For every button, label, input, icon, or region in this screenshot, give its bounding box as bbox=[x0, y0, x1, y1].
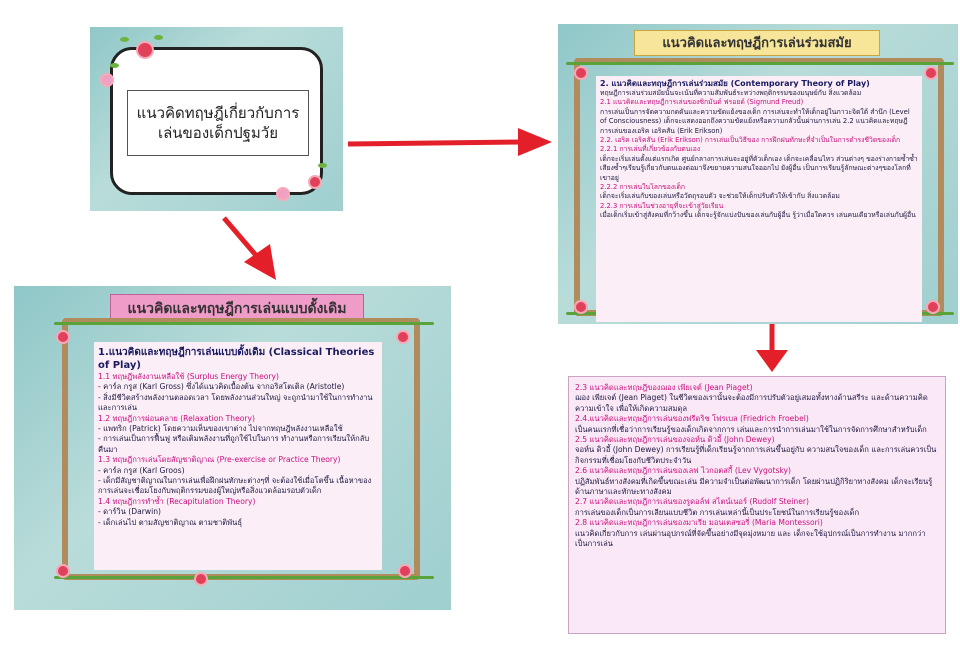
flower-icon bbox=[926, 68, 936, 78]
title-text: แนวคิดทฤษฎีเกี่ยวกับการเล่นของเด็กปฐมวัย bbox=[136, 104, 300, 142]
content-line: การเล่นเป็นการจัดความกดดันและความขัดแย้งของเด็ก การเล่นจะทำให้เด็กอยู่ในภาวะจิตใต้ สำนึก (Level of Consciousness) เด็กจะแสดงออกถึงความขัดแย้งหรือความกลัวนั้นผ่านการเล่น 2.2 แนวคิดและทฤษฎีการเล่นของเอริค เอริคสัน (Erik Erikson) bbox=[600, 107, 910, 135]
content-line: ทฤษฎีการเล่นร่วมสมัยนั้นจะเน้นที่ความสัมพันธ์ระหว่างพฤติกรรมของมนุษย์กับ สิ่งแวดล้อม bbox=[600, 89, 862, 97]
contemporary-content bbox=[596, 76, 922, 322]
content-line: - สิ่งมีชีวิตสร้างพลังงานตลอดเวลา โดยพลังงานส่วนใหญ่ จะถูกนำมาใช้ในการทำงานและการเล่น bbox=[98, 392, 373, 413]
title-card bbox=[90, 27, 343, 211]
flower-icon bbox=[310, 177, 320, 187]
contemporary-theory-card bbox=[558, 24, 958, 324]
leaf-icon bbox=[120, 37, 129, 42]
content-heading: 2.2. เอริค เอริคสัน (Erik Erikson) การเล่นเป็นวิธีของ การฝึกฝนทักษะที่จำเป็นในการดำรงชีวิตของเด็ก bbox=[600, 136, 901, 145]
leaf-icon bbox=[110, 63, 119, 68]
content-heading: 1.4 ทฤษฎีการทำซ้ำ (Recapitulation Theory) bbox=[98, 496, 256, 506]
contemporary-header-text: แนวคิดและทฤษฎีการเล่นร่วมสมัย bbox=[662, 36, 852, 51]
flower-icon bbox=[400, 566, 410, 576]
content-line: จอห์น ดิวอี้ (John Dewey) การเรียนรู้ที่เด็กเรียนรู้จากการเล่นขึ้นอยู่กับ ความสนใจของเด็ก และการเล่นควรเป็นกิจกรรมที่เชื่อมโยงกับชีวิตประจำวัน bbox=[575, 445, 937, 465]
content-line: แนวคิดเกี่ยวกับการ เล่นผ่านอุปกรณ์ที่จัดขึ้นอย่างมีจุดมุ่งหมาย และ เด็กจะใช้อุปกรณ์เป็นการทำงาน มากกว่าเป็นการเล่น bbox=[575, 528, 926, 549]
arrow-down-left bbox=[220, 216, 280, 282]
content-line: - เด็กเล่นไป ตามสัญชาติญาณ ตามชาติพันธุ์ bbox=[98, 517, 243, 527]
content-line: - เด็กมีสัญชาติญาณในการเล่นเพื่อฝึกฝนทักษะต่างๆที่ จะต้องใช้เมื่อโตขึ้น เนื้อหาของการเล่นจะเชื่อมโยงกับพฤติกรรมของผู้ใหญ่หรือสิ่งแวดล้อมรอบตัวเด็ก bbox=[98, 476, 372, 496]
vine-decoration bbox=[54, 576, 434, 579]
content-heading: 2.8 แนวคิดและทฤษฎีการเล่นของมาเรีย มอนเตสซอรี่ (Maria Montessori) bbox=[575, 518, 823, 528]
flower-icon bbox=[576, 302, 586, 312]
content-heading: 1.2 ทฤษฎีการผ่อนคลาย (Relaxation Theory) bbox=[98, 413, 255, 423]
content-heading: 2.2.3 การเล่นในช่วงอายุที่จะเข้าสู่วัยเรียน bbox=[600, 201, 724, 210]
contemporary-header bbox=[634, 30, 880, 56]
modern-theory-card bbox=[568, 376, 946, 634]
flower-icon bbox=[58, 332, 68, 342]
classical-header-text: แนวคิดและทฤษฎีการเล่นแบบดั้งเดิม bbox=[127, 301, 347, 317]
arrow-right bbox=[348, 124, 554, 164]
flower-icon bbox=[576, 68, 586, 78]
content-heading: 2.3 แนวคิดและทฤษฎีของฌอง เพียเจต์ (Jean Piaget) bbox=[575, 383, 753, 392]
content-heading: 2.7 แนวคิดและทฤษฎีการเล่นของรูดอล์ฟ สไตน์เนอร์ (Rudolf Steiner) bbox=[575, 497, 809, 507]
content-heading: 1.แนวคิดและทฤษฎีการเล่นแบบดั้งเดิม (Classical Theories of Play) bbox=[98, 347, 375, 371]
content-line: - คาร์ล กรูส (Karl Groos) bbox=[98, 465, 185, 475]
classical-theory-card bbox=[14, 286, 451, 610]
title-frame bbox=[110, 47, 323, 195]
classical-content bbox=[94, 342, 382, 570]
content-heading: 2. แนวคิดและทฤษฎีการเล่นร่วมสมัย (Contemporary Theory of Play) bbox=[600, 79, 870, 88]
flower-icon bbox=[58, 566, 68, 576]
flower-icon bbox=[278, 189, 288, 199]
flower-icon bbox=[196, 574, 206, 584]
modern-content bbox=[575, 383, 941, 629]
content-heading: 2.1 แนวคิดและทฤษฎีการเล่นของซิกมันด์ ฟรอยด์ (Sigmund Freud) bbox=[600, 98, 804, 107]
content-line: เมื่อเด็กเริ่มเข้าสู่สังคมที่กว้างขึ้น เด็กจะรู้จักแบ่งปันของเล่นกับผู้อื่น รู้ว่าเมื่อใดควร เล่นคนเดียวหรือเล่นกับผู้อื่น bbox=[600, 211, 916, 220]
leaf-icon bbox=[318, 163, 327, 168]
content-line: เป็นคนแรกที่เชื่อว่าการเรียนรู้ของเด็กเกิดจากการ เล่นและการนำการเล่นมาใช้ในการจัดการศึกษาสำหรับเด็ก bbox=[575, 424, 927, 434]
arrow-down-right bbox=[752, 322, 792, 374]
content-line: - การเล่นเป็นการฟื้นฟู หรือเติมพลังงานที่ถูกใช้ไปในการ ทำงานหรือการเรียนให้กลับคืนมา bbox=[98, 434, 370, 454]
content-heading: 1.3 ทฤษฎีการเล่นโดยสัญชาติญาณ (Pre-exercise or Practice Theory) bbox=[98, 455, 341, 465]
content-line: เด็กจะเริ่มเล่นตั้งแต่แรกเกิด ศูนย์กลางการเล่นจะอยู่ที่ตัวเด็กเอง เด็กจะเคลื่อนไหว ส่วนต่างๆ ของร่างกายซ้ำซ้ำเสียงซ้ำๆเรียนรู้เกี่ยวกับตนเองต่อมาจึงขยายความสนใจออกไป ยังผู้อื่น เป็นการเรียนรู้ลักษณะต่างๆของโลกที่เขาอยู่ bbox=[600, 154, 918, 182]
content-line: - ดาร์วิน (Darwin) bbox=[98, 507, 161, 517]
content-line: การเล่นของเด็กเป็นการเลียนแบบชีวิต การเล่นเหล่านี้เป็นประโยชน์ในการเรียนรู้ของเด็ก bbox=[575, 507, 860, 517]
leaf-icon bbox=[154, 35, 163, 40]
flower-icon bbox=[928, 302, 938, 312]
content-line: - คาร์ล กรูส (Karl Gross) ซึ่งได้แนวคิดเบื้องต้น จากอริสโตเติล (Aristotle) bbox=[98, 382, 345, 392]
content-line: ปฏิสัมพันธ์ทางสังคมที่เกิดขึ้นขณะเล่น มีความจำเป็นต่อพัฒนาการเด็ก โดยผ่านปฏิกิริยาทางสังคม เด็กจะเรียนรู้ด้านภาษาและทักษะทางสังคม bbox=[575, 476, 933, 497]
content-heading: 2.5 แนวคิดและทฤษฎีการเล่นของจอห์น ดิวอี้ (John Dewey) bbox=[575, 435, 775, 445]
content-heading: 2.2.2 การเล่นในโลกของเด็ก bbox=[600, 183, 685, 192]
content-line: - แพทริก (Patrick) โดยความเห็นของเขาต่าง ไปจากทฤษฎีพลังงานเหลือใช้ bbox=[98, 424, 343, 434]
flower-icon bbox=[398, 332, 408, 342]
content-heading: 2.6 แนวคิดและทฤษฎีการเล่นของเลฟ ไวกอตสกี้ (Lev Vygotsky) bbox=[575, 466, 791, 476]
title-inner-frame bbox=[127, 90, 309, 156]
content-line: เด็กจะเริ่มเล่นกับของเล่นหรือวัตถุรอบตัว จะช่วยให้เด็กปรับตัวให้เข้ากับ สิ่งแวดล้อม bbox=[600, 192, 840, 201]
vine-decoration bbox=[566, 62, 954, 65]
content-heading: 2.4.แนวคิดและทฤษฎีการเล่นของฟรีดริช โฟรเบล (Friedrich Froebel) bbox=[575, 414, 809, 424]
flower-icon bbox=[102, 75, 112, 85]
vine-decoration bbox=[54, 322, 434, 325]
content-heading: 2.2.1 การเล่นที่เกี่ยวข้องกับตนเอง bbox=[600, 145, 701, 154]
flower-icon bbox=[138, 43, 152, 57]
content-line: ฌอง เพียเจต์ (Jean Piaget) ในชีวิตของเรานั้นจะต้องมีการปรับตัวอยู่เสมอทั้งทางด้านสรีระ และด้านความคิดความเข้าใจ เพื่อให้เกิดความสมดุล bbox=[575, 393, 928, 413]
content-heading: 1.1 ทฤษฎีพลังงานเหลือใช้ (Surplus Energy Theory) bbox=[98, 372, 279, 381]
